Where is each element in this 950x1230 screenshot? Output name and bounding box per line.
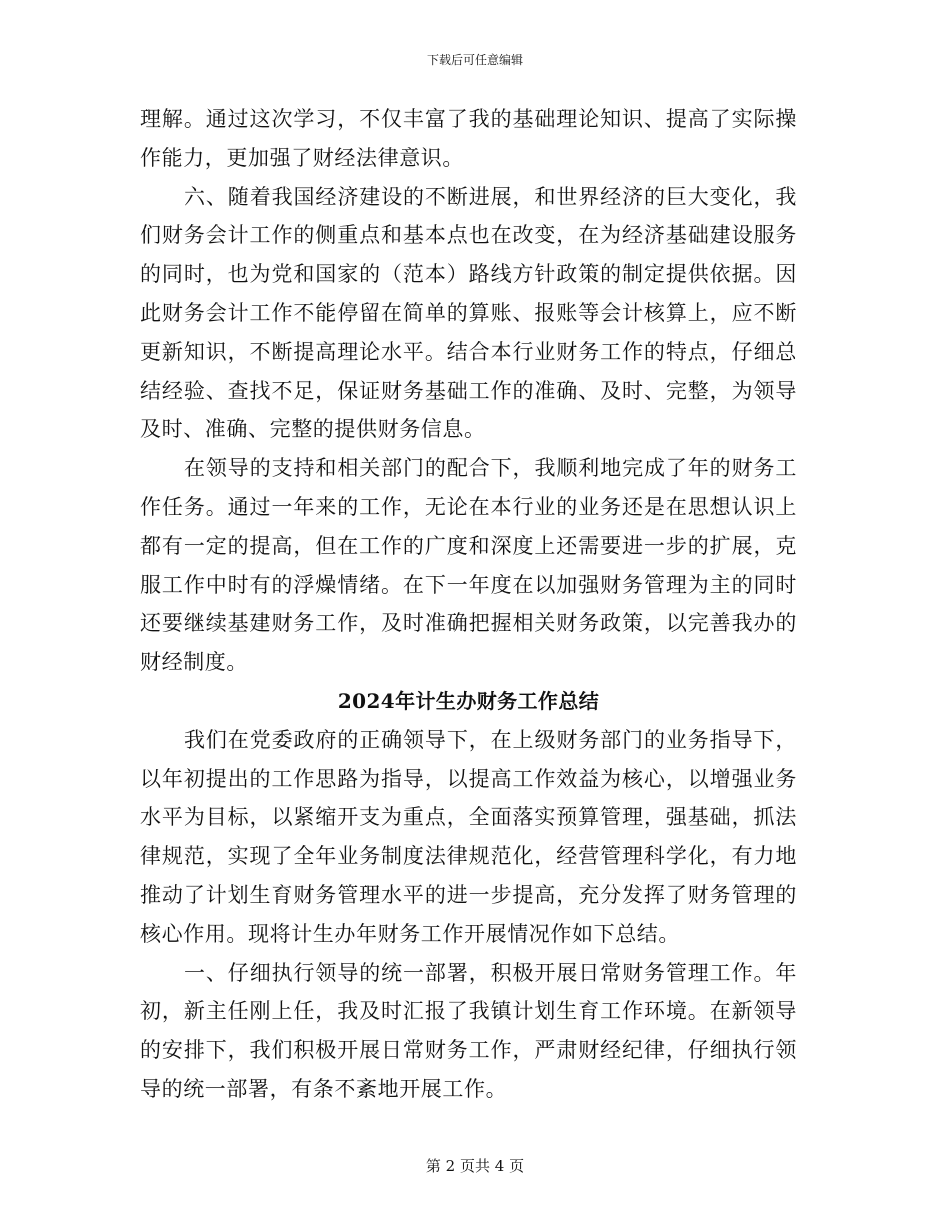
document-body bbox=[140, 100, 797, 1109]
paragraph-section-six: 六、随着我国经济建设的不断进展，和世界经济的巨大变化，我们财务会计工作的侧重点和基本点也在改变，在为经济基础建设服务的同时，也为党和国家的（范本）路线方针政策的制定提供依据。因此财务会计工作不能停留在简单的算账、报账等会计核算上，应不断更新知识，不断提高理论水平。结合本行业财务工作的特点，仔细总结经验、查找不足，保证财务基础工作的准确、及时、完整，为领导及时、准确、完整的提供财务信息。 bbox=[140, 184, 797, 442]
paragraph-continuation: 理解。通过这次学习，不仅丰富了我的基础理论知识、提高了实际操作能力，更加强了财经法律意识。 bbox=[140, 107, 797, 170]
page-header-note: 下载后可任意编辑 bbox=[426, 53, 523, 67]
page-number: 第 2 页共 4 页 bbox=[425, 1157, 525, 1175]
paragraph-intro: 我们在党委政府的正确领导下，在上级财务部门的业务指导下，以年初提出的工作思路为指导，以提高工作效益为核心，以增强业务水平为目标，以紧缩开支为重点，全面落实预算管理，强基础，抓法律规范，实现了全年业务制度法律规范化，经营管理科学化，有力地推动了计划生育财务管理水平的进一步提高，充分发挥了财务管理的核心作用。现将计生办年财务工作开展情况作如下总结。 bbox=[140, 727, 797, 946]
section-title: 2024年计生办财务工作总结 bbox=[337, 688, 600, 713]
paragraph-section-one: 一、仔细执行领导的统一部署，积极开展日常财务管理工作。年初，新主任刚上任，我及时汇报了我镇计划生育工作环境。在新领导的安排下，我们积极开展日常财务工作，严肃财经纪律，仔细执行领导的统一部署，有条不紊地开展工作。 bbox=[140, 960, 797, 1101]
paragraph-conclusion: 在领导的支持和相关部门的配合下，我顺利地完成了年的财务工作任务。通过一年来的工作，无论在本行业的业务还是在思想认识上都有一定的提高，但在工作的广度和深度上还需要进一步的扩展，克服工作中时有的浮燥情绪。在下一年度在以加强财务管理为主的同时还要继续基建财务工作，及时准确把握相关财务政策，以完善我办的财经制度。 bbox=[140, 456, 797, 675]
